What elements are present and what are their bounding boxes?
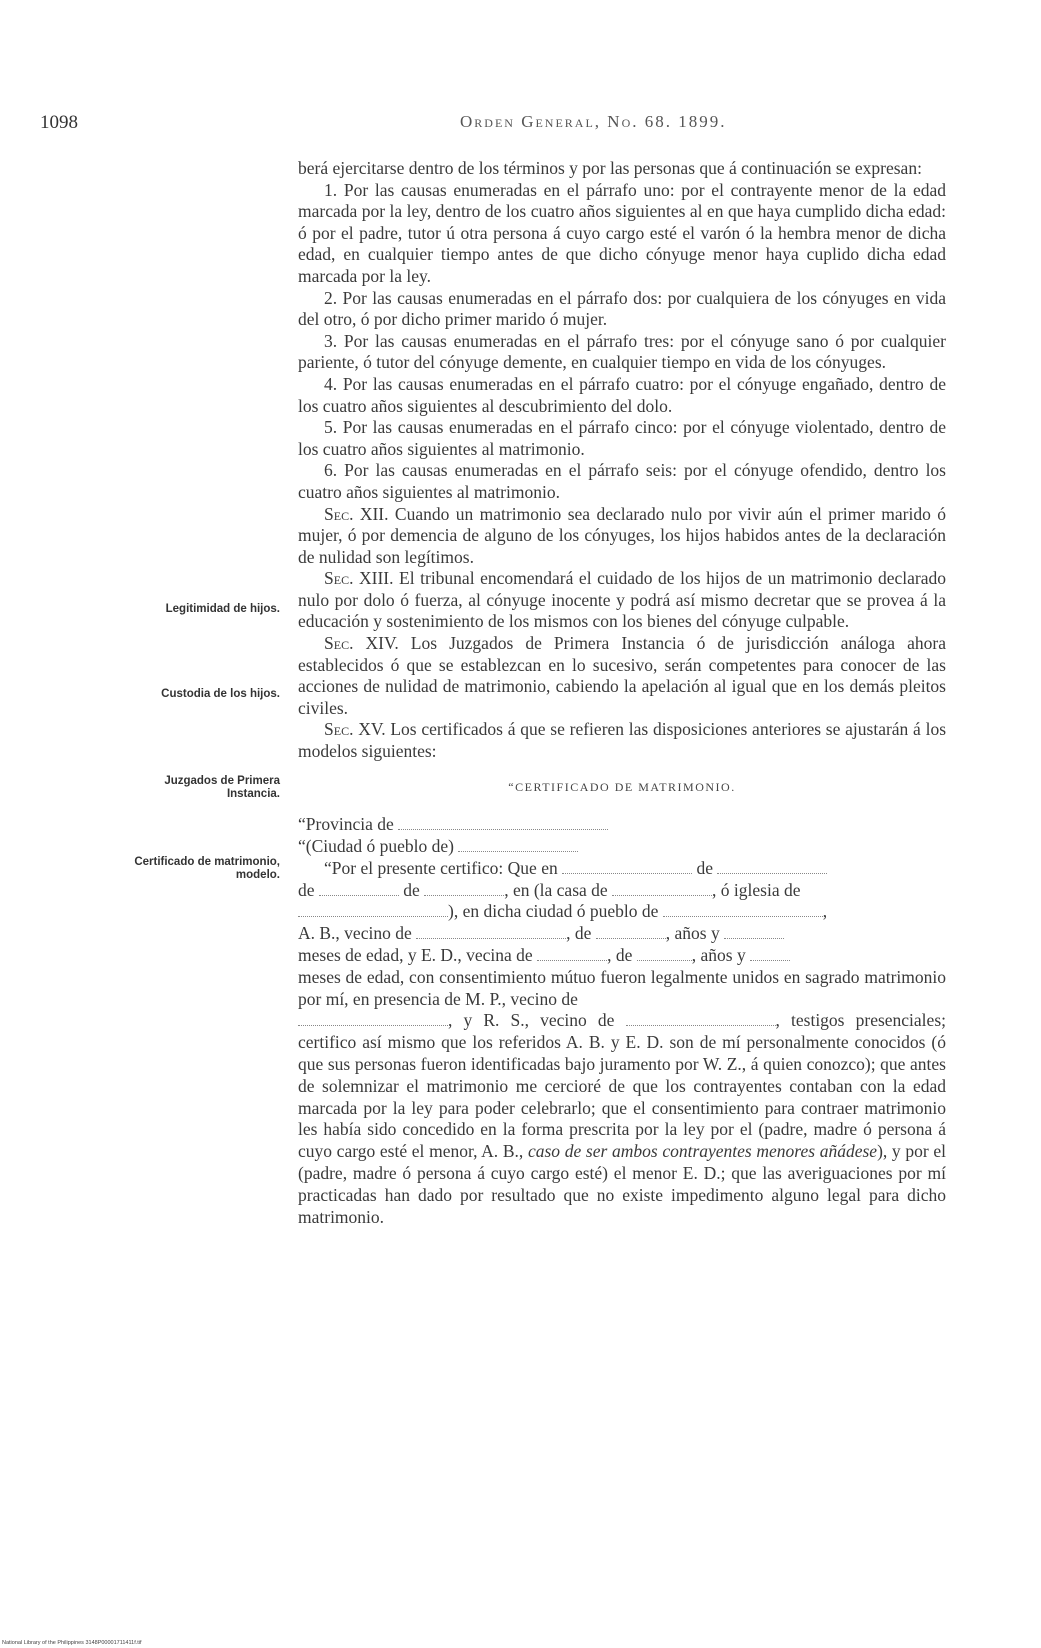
blank-line bbox=[537, 946, 607, 961]
item-5: 5. Por las causas enumeradas en el párrafo cinco: por el cónyuge violentado, dentro de los cuatro años siguientes al matrimonio. bbox=[298, 417, 946, 459]
blank-line bbox=[637, 946, 692, 961]
blank-line bbox=[298, 1011, 448, 1026]
form-provincia bbox=[298, 814, 946, 836]
form-text: , y R. S., vecino de bbox=[448, 1010, 615, 1031]
form-text: , años y bbox=[665, 923, 720, 944]
form-text: A. B., vecino de bbox=[298, 923, 412, 944]
form-text: , ó iglesia de bbox=[712, 879, 801, 900]
blank-line bbox=[298, 902, 448, 917]
section-xiv bbox=[298, 633, 946, 719]
form-line-2 bbox=[298, 880, 946, 902]
blank-line bbox=[562, 859, 692, 874]
blank-line bbox=[717, 859, 827, 874]
form-line-3 bbox=[298, 901, 946, 923]
item-3: 3. Por las causas enumeradas en el párrafo tres: por el cónyuge sano ó por cualquier pariente, ó tutor del cónyuge demente, en cualquier tiempo en vida de los cónyuges. bbox=[298, 330, 946, 373]
form-text: de bbox=[696, 857, 713, 878]
form-text: meses de edad, con consentimiento mútuo fueron legalmente unidos en sagrado matrimonio por mí, en presencia de M. P., vecino de bbox=[298, 966, 946, 1009]
certificate-heading: “CERTIFICADO DE MATRIMONIO. bbox=[508, 779, 736, 794]
section-text: El tribunal encomendará el cuidado de los hijos de un matrimonio declarado nulo por dolo ó fuerza, al cónyuge inocente y podrá así mismo decretar que se provea á la educación y sostenimiento de los mismos con los bienes del cónyuge culpable. bbox=[298, 568, 946, 632]
scan-footer: National Library of the Philippines 3148P00001711411f.tif bbox=[2, 1640, 142, 1646]
blank-line bbox=[724, 924, 784, 939]
form-label: “(Ciudad ó pueblo de) bbox=[298, 836, 454, 857]
margin-note-custodia: Custodia de los hijos. bbox=[161, 688, 280, 700]
form-text: ), y por el (padre, madre ó persona á cuyo cargo esté) el menor E. D.; que las averiguaciones por mí practicadas han dado por resultado que no existe impedimento alguno legal para dicho matrimonio. bbox=[298, 1141, 946, 1227]
section-text: Cuando un matrimonio sea declarado nulo por vivir aún el primer marido ó mujer, ó por demencia de alguno de los cónyuges, los hijos habidos antes de la declaración de nulidad son legítimos. bbox=[298, 503, 946, 567]
form-line-1 bbox=[298, 858, 946, 880]
blank-line bbox=[458, 837, 578, 852]
section-label: Sec. XV. bbox=[324, 719, 386, 740]
section-xv bbox=[298, 719, 946, 762]
form-line-6 bbox=[298, 967, 946, 1011]
form-italic-note: caso de ser ambos contrayentes menores añádese bbox=[527, 1141, 878, 1162]
form-line-4 bbox=[298, 923, 946, 945]
form-text: ), en dicha ciudad ó pueblo de bbox=[448, 901, 659, 922]
form-text: , testigos presenciales; certifico así mismo que los referidos A. B. y E. D. son de mí personalmente conocidos (ó que sus personas fueron identificadas bajo juramento por W. Z., á quien conozco); que antes de solemnizar el matrimonio me cercioré de que los contrayentes contaban con la edad marcada por la ley para poder celebrarlo; que el consentimiento para contraer matrimonio les había sido concedido en la forma prescrita por la ley por el (padre, madre ó persona á cuyo cargo esté el menor, A. B., bbox=[298, 1010, 946, 1162]
section-xii bbox=[298, 504, 946, 569]
form-text: , de bbox=[566, 923, 592, 944]
form-text: meses de edad, y E. D., vecina de bbox=[298, 945, 533, 965]
form-line-5 bbox=[298, 945, 946, 967]
section-text: Los Juzgados de Primera Instancia ó de jurisdicción análoga ahora establecidos ó que se establezcan en lo sucesivo, serán competentes para conocer de las acciones de nulidad de matrimonio, cabiendo la apelación al igual que en los demás pleitos civiles. bbox=[298, 633, 946, 718]
margin-note-juzgados: Juzgados de Primera Instancia. bbox=[164, 775, 280, 800]
blank-line bbox=[663, 902, 823, 917]
form-text: , en (la casa de bbox=[504, 879, 608, 900]
form-text: , bbox=[822, 901, 828, 922]
form-text: “Por el presente certifico: Que en bbox=[324, 857, 558, 878]
section-label: Sec. XII. bbox=[324, 503, 389, 524]
form-label: “Provincia de bbox=[298, 814, 394, 835]
form-text: de bbox=[403, 879, 420, 900]
form-text: , años y bbox=[691, 945, 746, 965]
form-text: , de bbox=[607, 945, 633, 965]
blank-line bbox=[319, 881, 399, 896]
running-head: Orden General, No. 68. 1899. bbox=[460, 112, 727, 131]
item-1: 1. Por las causas enumeradas en el párrafo uno: por el contrayente menor de la edad marcada por la ley, dentro de los cuatro años siguientes al en que haya cumplido dicha edad: ó por el padre, tutor ú otra persona á cuyo cargo esté el varón ó la hembra menor de dicha edad, en cualquier tiempo antes de que dicho cónyuge menor haya cuplido dicha edad marcada por la ley. bbox=[298, 179, 946, 286]
form-ciudad bbox=[298, 836, 946, 858]
item-6: 6. Por las causas enumeradas en el párrafo seis: por el cónyuge ofendido, dentro los cuatro años siguientes al matrimonio. bbox=[298, 460, 946, 502]
blank-line bbox=[416, 924, 566, 939]
blank-line bbox=[626, 1011, 776, 1026]
blank-line bbox=[596, 924, 666, 939]
main-text bbox=[298, 158, 946, 1228]
certificate-form bbox=[298, 814, 946, 1228]
margin-note-legitimidad: Legitimidad de hijos. bbox=[165, 603, 280, 615]
intro-paragraph: berá ejercitarse dentro de los términos y por las personas que á continuación se expresan: bbox=[298, 158, 922, 178]
section-label: Sec. XIV. bbox=[324, 633, 399, 654]
blank-line bbox=[750, 946, 790, 961]
blank-line bbox=[398, 815, 608, 830]
page-number: 1098 bbox=[40, 112, 78, 133]
section-text: Los certificados á que se refieren las disposiciones anteriores se ajustarán á los modelos siguientes: bbox=[298, 719, 947, 762]
item-4: 4. Por las causas enumeradas en el párrafo cuatro: por el cónyuge engañado, dentro de los cuatro años siguientes al descubrimiento del dolo. bbox=[298, 373, 946, 416]
section-label: Sec. XIII. bbox=[324, 568, 394, 589]
form-line-7 bbox=[298, 1010, 946, 1228]
section-xiii bbox=[298, 568, 946, 633]
blank-line bbox=[612, 881, 712, 896]
item-2: 2. Por las causas enumeradas en el párrafo dos: por cualquiera de los cónyuges en vida del otro, ó por dicho primer marido ó mujer. bbox=[298, 287, 946, 330]
blank-line bbox=[424, 881, 504, 896]
form-text: de bbox=[298, 879, 315, 900]
margin-note-certificado: Certificado de matrimonio, modelo. bbox=[134, 856, 280, 881]
